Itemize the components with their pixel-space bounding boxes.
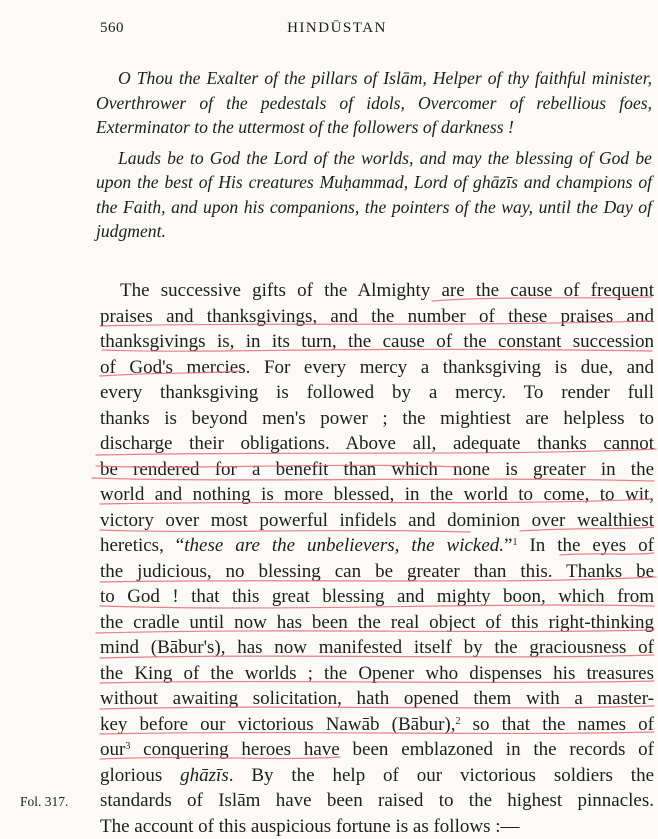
text-line: the judicious, no blessing can be greater than this. Thanks be	[100, 559, 654, 585]
underline-mark	[100, 371, 240, 376]
underline-mark	[432, 297, 652, 301]
text-line: be rendered for a benefit than which none is greater in the	[100, 457, 654, 483]
text-line: the King of the worlds ; the Opener who dispenses his treasures	[100, 661, 654, 687]
underline-mark	[92, 478, 654, 481]
underline-mark	[100, 757, 340, 759]
folio-margin-note: Fol. 317.	[20, 794, 68, 810]
underline-mark	[100, 530, 470, 532]
running-title: HINDŪSTAN	[0, 20, 658, 37]
underline-mark	[100, 577, 656, 582]
underline-mark	[100, 321, 652, 326]
underline-mark	[100, 605, 654, 608]
underline-mark	[96, 449, 656, 455]
invocation-paragraph-2: Lauds be to God the Lord of the worlds, and may the blessing of God be upon the best of His creatures Muḥammad, Lord of ghāzīs and champions of the Faith, and upon his companions, the pointers of the way, until the Day of judgment.	[96, 146, 652, 244]
text-line: to God ! that this great blessing and mighty boon, which from	[100, 584, 654, 610]
underline-mark	[100, 706, 654, 709]
text-line: The successive gifts of the Almighty are the cause of frequent	[100, 278, 654, 304]
quoted-text: these are the unbelievers, the wicked.	[184, 535, 504, 556]
text-line: The account of this auspicious fortune is as follows :—	[100, 814, 654, 839]
text-fragment: conquering heroes have been emblazoned in the records of	[130, 739, 654, 760]
underline-mark	[100, 681, 654, 683]
text-line: the cradle until now has been the real object of this right-thinking	[100, 610, 654, 636]
text-line: thanksgivings is, in its turn, the cause of the constant succession	[100, 329, 654, 355]
underline-mark	[102, 349, 652, 351]
text-fragment: heretics, “	[100, 535, 184, 556]
underline-mark	[100, 732, 654, 734]
text-line: thanks is beyond men's power ; the mightiest are helpless to	[100, 406, 654, 432]
text-line: victory over most powerful infidels and dominion over wealthiest	[100, 508, 654, 534]
text-line: standards of Islām have been raised to the highest pinnacles.	[100, 788, 654, 814]
page-number: 560	[100, 20, 124, 37]
text-line: without awaiting solicitation, hath opened them with a master-	[100, 686, 654, 712]
underline-mark	[560, 553, 654, 555]
underline-mark	[96, 630, 654, 633]
text-line: of God's mercies. For every mercy a thanksgiving is due, and	[100, 355, 654, 381]
italic-word: ghāzīs	[180, 765, 229, 786]
invocation-paragraph-1: O Thou the Exalter of the pillars of Islām, Helper of thy faithful minister, Overthrower of the pedestals of idols, Overcomer of rebellious foes, Exterminator to the uttermost of the followers of darkness !	[96, 66, 652, 140]
text-fragment: In the eyes of	[517, 535, 654, 556]
underline-mark	[520, 527, 654, 531]
footnote-marker: 3	[125, 741, 130, 752]
text-fragment: so that the names of	[460, 714, 654, 735]
text-line: discharge their obligations. Above all, adequate thanks cannot	[100, 431, 654, 457]
text-fragment: glorious	[100, 765, 180, 786]
footnote-marker: 1	[512, 537, 517, 548]
text-line: every thanksgiving is followed by a mercy. To render full	[100, 380, 654, 406]
text-line: mind (Bābur's), has now manifested itself by the graciousness of	[100, 635, 654, 661]
text-line: praises and thanksgivings, and the number of these praises and	[100, 304, 654, 330]
text-fragment: our	[100, 739, 125, 760]
underline-mark	[96, 465, 460, 467]
underline-mark	[100, 655, 654, 658]
text-fragment: ”	[504, 535, 512, 556]
text-fragment: key before our victorious Nawāb (Bābur),	[100, 714, 455, 735]
text-fragment: . By the help of our victorious soldiers the	[229, 765, 654, 786]
footnote-marker: 2	[455, 716, 460, 727]
text-line: world and nothing is more blessed, in the world to come, to wit,	[100, 482, 654, 508]
underline-mark	[100, 499, 652, 504]
